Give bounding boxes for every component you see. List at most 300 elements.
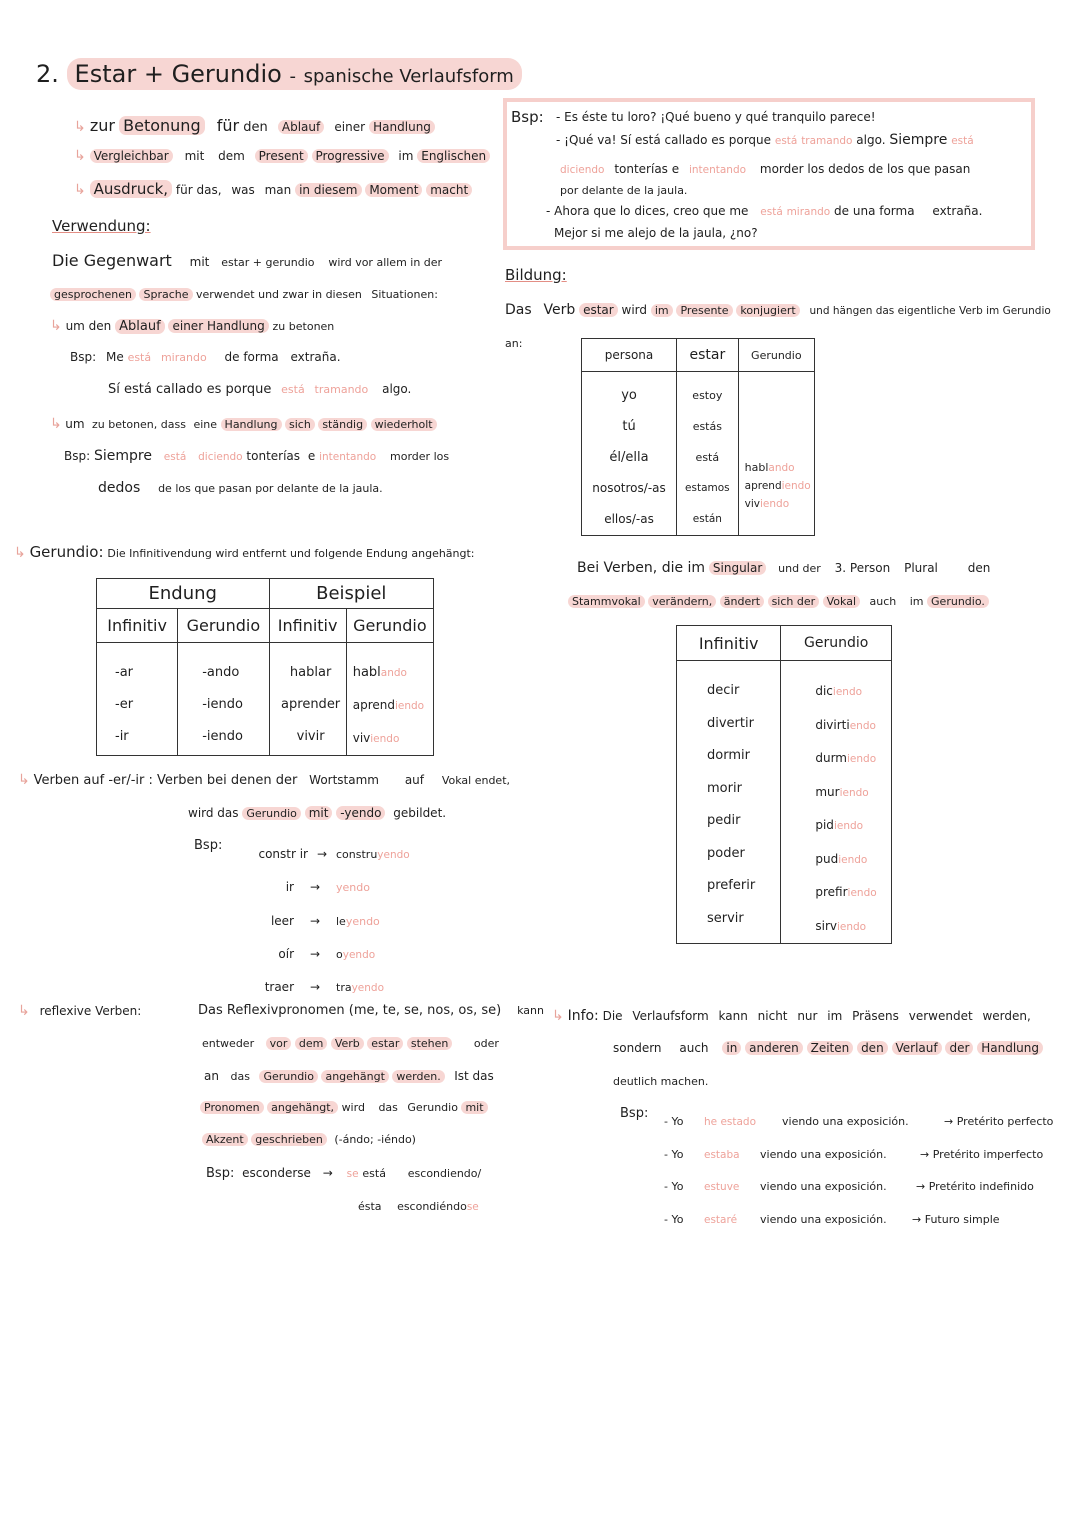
arrow-icon: → (912, 1212, 925, 1226)
intro-word: im (398, 149, 414, 163)
estar-forms-cell (677, 372, 739, 536)
arrow-icon: ↳ (74, 148, 86, 164)
text: den (967, 561, 991, 575)
intro-word: Ausdruck, (90, 180, 172, 198)
text: Gerundio (242, 807, 301, 820)
stem: sirv (815, 918, 837, 933)
verwendung-example-4 (98, 480, 383, 496)
text: Vokal (823, 595, 860, 608)
cell-item (815, 809, 891, 843)
stem: habl (744, 461, 769, 474)
text: está (774, 135, 798, 147)
info-line-2 (613, 1041, 1043, 1055)
cell-item (815, 709, 891, 743)
cell-item: -ir (115, 729, 129, 744)
cell-item: -er (115, 697, 134, 712)
auxiliary: he estado (704, 1116, 757, 1128)
stem-change-line-1 (577, 560, 990, 576)
pronoun: - Yo (664, 1212, 684, 1226)
text: Bsp: (70, 350, 97, 364)
cell-item: decir (707, 683, 740, 698)
text: kann (517, 1004, 544, 1017)
stem: durm (815, 751, 847, 765)
info-line-1 (552, 1008, 1031, 1024)
stem: tra (336, 981, 352, 995)
intro-word: Handlung (369, 120, 435, 134)
intro-word: einer (334, 120, 366, 134)
text: estar + gerundio (221, 256, 315, 269)
text: zu betonen, dass (92, 418, 186, 431)
cell-item: divertir (707, 715, 754, 731)
cell-item: -iendo (202, 697, 243, 712)
text: zu betonen (272, 320, 335, 333)
text: tramando (801, 135, 853, 147)
text: intentando (688, 164, 747, 176)
text: Ist das (454, 1069, 494, 1083)
text: de una forma (834, 204, 915, 218)
intro-word: für (175, 183, 193, 197)
text: Verlauf (892, 1041, 942, 1055)
reflexive-example-1 (206, 1166, 481, 1181)
rest: viendo una exposición. (760, 1147, 887, 1161)
text: auch (679, 1041, 709, 1055)
text: angehängt (321, 1070, 388, 1083)
text: Sprache (139, 288, 192, 301)
text: está (127, 351, 152, 364)
arrow-icon: ↳ (74, 119, 86, 135)
auxiliary: estaba (704, 1148, 740, 1161)
stem: viv (744, 498, 760, 510)
estar-conjugation-table (581, 338, 815, 536)
example-box-line-1 (556, 110, 876, 124)
ending: ando (380, 667, 407, 679)
text: extraña. (290, 350, 341, 364)
text: Gerundio (259, 1070, 318, 1083)
personas-cell (582, 372, 677, 536)
gerundio-cell (738, 372, 814, 536)
text: dedos (98, 480, 141, 496)
arrow-icon: → (916, 1180, 929, 1193)
infinitive: ir (285, 880, 294, 895)
yendo-line-2 (188, 806, 446, 820)
text: morder los (390, 450, 450, 463)
title-highlight (67, 58, 522, 90)
auxiliary: estuve (704, 1181, 740, 1193)
text: Die Gegenwart (52, 251, 172, 270)
text: diciendo (198, 451, 243, 463)
tense: Pretérito indefinido (928, 1180, 1034, 1193)
infinitive: constr ir (258, 847, 308, 861)
text: - ¡Qué va! Sí está callado es porque (556, 133, 772, 147)
arrow-icon: → (309, 880, 321, 895)
list-item (232, 971, 410, 1004)
intro-line-2 (74, 148, 490, 164)
text: Zeiten (807, 1041, 854, 1055)
text: oder (473, 1037, 499, 1050)
text: mirando (160, 351, 207, 364)
text: Sí está callado es porque (108, 382, 272, 397)
text: Pronomen (200, 1101, 264, 1114)
table-header: Beispiel (269, 579, 434, 609)
table-header: Gerundio (346, 609, 433, 643)
tense: Pretérito imperfecto (932, 1147, 1044, 1161)
list-item (664, 1204, 1053, 1237)
table-cell (97, 643, 178, 756)
example-box-line-5 (546, 204, 982, 218)
cell-item (815, 742, 891, 776)
ending: yendo (377, 849, 410, 861)
table-header: Endung (97, 579, 270, 609)
stem: o (336, 947, 343, 961)
intro-word: Progressive (312, 149, 389, 163)
text: Bsp: (64, 449, 91, 463)
tense: Futuro simple (924, 1212, 1000, 1226)
title-number: 2. (36, 60, 59, 88)
text: está (163, 451, 187, 463)
text: Vokal endet, (441, 774, 511, 787)
text: -yendo (336, 806, 385, 820)
text: de los que pasan por delante de la jaula. (158, 482, 383, 495)
text: mit (305, 806, 333, 820)
text: Plural (904, 561, 938, 575)
intro-word: zur (89, 116, 115, 135)
stem: prefir (815, 885, 848, 899)
text: escondiéndo (397, 1200, 467, 1213)
arrow-icon: ↳ (74, 182, 86, 198)
table-header: estar (677, 339, 739, 372)
ending: iendo (838, 853, 868, 866)
info-examples (664, 1106, 1053, 1236)
arrow-icon: → (309, 946, 321, 961)
list-item: está (695, 451, 720, 464)
list-item (664, 1171, 1053, 1204)
text: Presente (676, 304, 732, 317)
text: wird (341, 1101, 365, 1114)
text: sich der (768, 595, 820, 608)
text: Singular (709, 561, 766, 575)
text: se (466, 1201, 479, 1213)
text: intentando (319, 451, 377, 463)
text: Situationen: (371, 288, 438, 301)
intro-word: in diesem (295, 183, 361, 197)
text: Verb (543, 302, 576, 318)
example-box-line-6 (554, 226, 758, 240)
stem: aprend (352, 698, 395, 712)
text: diciendo (560, 164, 605, 176)
text: Ablauf (115, 319, 165, 334)
text: Das (505, 302, 532, 318)
pronoun: - Yo (664, 1180, 684, 1193)
stem: le (336, 914, 346, 928)
text: wird das (188, 806, 239, 820)
text: tonterías (246, 449, 301, 463)
text: algo. (382, 382, 412, 396)
ending: iendo (832, 686, 863, 698)
cell-item: dormir (707, 748, 750, 763)
text: und der (778, 562, 821, 575)
ending: ando (768, 462, 795, 474)
verwendung-example-3 (64, 448, 449, 464)
yendo-line-1 (18, 772, 510, 788)
cell-item: hablar (289, 665, 332, 680)
text: gebildet. (393, 806, 447, 820)
text: dem (295, 1037, 327, 1050)
rest: viendo una exposición. (760, 1212, 887, 1226)
example-box-line-2 (556, 132, 974, 148)
verwendung-heading: Verwendung: (52, 217, 151, 235)
intro-word: macht (426, 183, 472, 197)
tense: Pretérito perfecto (956, 1115, 1054, 1128)
reflexive-label (18, 1003, 141, 1019)
stem: aprend (744, 480, 782, 492)
text: werden. (392, 1070, 444, 1083)
text: 3. Person (834, 561, 891, 575)
text: angehängt, (267, 1101, 338, 1114)
text: esconderse (242, 1166, 311, 1180)
text: Me (105, 350, 124, 364)
intro-word: Present (255, 149, 308, 163)
text: Handlung (977, 1041, 1043, 1055)
text: está (760, 206, 783, 218)
list-item (664, 1139, 1053, 1172)
infinitive: oír (278, 946, 294, 961)
text: Bsp: (206, 1166, 235, 1181)
intro-word: Betonung (119, 116, 204, 135)
text: wird (621, 303, 648, 317)
cell-item (815, 876, 891, 910)
cell-item: pedir (707, 813, 741, 828)
text: an (204, 1069, 219, 1083)
reflexive-line-1 (198, 1003, 544, 1018)
table-header: persona (582, 339, 677, 372)
arrow-icon: → (316, 847, 328, 861)
example-box-line-3 (560, 162, 970, 176)
bildung-heading: Bildung: (505, 266, 567, 284)
page-title (36, 60, 522, 88)
stem: mur (815, 784, 840, 799)
cell-item (353, 657, 433, 689)
text: e (307, 449, 316, 463)
verwendung-line-1 (52, 251, 442, 270)
text: anderen (745, 1041, 803, 1055)
arrow-icon: → (309, 980, 321, 995)
cell-item: -ando (202, 665, 240, 680)
text: está (362, 1167, 386, 1180)
ending: iendo (847, 753, 877, 765)
text: estar (367, 1037, 403, 1050)
cell-item: -ar (115, 665, 134, 680)
arrow-icon: ↳ (18, 772, 30, 788)
text: Akzent (202, 1133, 248, 1146)
text: estar (579, 303, 618, 317)
info-example-label: Bsp: (620, 1106, 649, 1121)
table-cell (781, 661, 892, 944)
reflexive-line-4 (200, 1101, 488, 1114)
intro-word: mit (184, 149, 205, 163)
intro-word: Vergleichbar (90, 149, 173, 163)
stem: viv (352, 731, 371, 745)
arrow-icon: ↳ (50, 416, 62, 432)
text: se (346, 1168, 359, 1180)
text: Siempre (889, 132, 948, 148)
cell-item (353, 689, 433, 722)
cell-item: poder (707, 845, 745, 861)
ending: iendo (836, 920, 867, 933)
cell-item: vivir (296, 729, 325, 744)
text: - Ahora que lo dices, creo que me (546, 204, 749, 218)
text: auch (869, 595, 897, 608)
table-header: Gerundio (738, 339, 814, 372)
list-item: él/ella (609, 450, 649, 465)
text: Gerundio: (29, 543, 104, 561)
text: Handlung (221, 418, 282, 431)
intro-word: Englischen (417, 149, 490, 163)
verwendung-example-1 (70, 350, 341, 364)
table-cell (677, 661, 781, 944)
list-item: estoy (692, 389, 723, 402)
table-header: Gerundio (781, 626, 892, 661)
text: um (65, 417, 85, 431)
intro-word: Moment (365, 183, 422, 197)
intro-word: dem (218, 149, 245, 163)
title-dash: - (289, 66, 296, 87)
text: das (230, 1070, 250, 1083)
arrow-icon: → (920, 1147, 933, 1161)
table-header: Infinitiv (97, 609, 178, 643)
arrow-icon: → (322, 1166, 333, 1180)
text: wiederholt (371, 418, 437, 431)
list-item: yo (621, 388, 637, 403)
rest: viendo una exposición. (782, 1115, 909, 1128)
text: Verb (331, 1037, 364, 1050)
title-main: Estar + Gerundio (74, 60, 282, 88)
cell-item: preferir (707, 878, 756, 893)
reflexive-line-2 (202, 1037, 499, 1050)
stem: pud (815, 851, 839, 866)
text: extraña. (932, 204, 983, 218)
ending: iendo (839, 786, 869, 799)
cell-item (353, 722, 433, 755)
table-header: Infinitiv (269, 609, 346, 643)
text: einer Handlung (168, 319, 268, 333)
list-item (745, 495, 814, 513)
ending: iendo (370, 733, 400, 745)
text: und hängen das eigentliche Verb im Gerundio (809, 305, 1051, 317)
text: sich (285, 418, 315, 431)
text: der (945, 1041, 973, 1055)
stem: divirti (815, 717, 850, 732)
gerundio-endings-table (96, 578, 434, 756)
arrow-icon: ↳ (50, 318, 62, 334)
text: wird vor allem in der (328, 256, 443, 269)
pronoun: - Yo (664, 1115, 684, 1128)
reflexive-line-3 (204, 1069, 494, 1083)
text: ständig (318, 418, 367, 431)
text: morder los dedos de los que pasan (759, 162, 971, 176)
text: mit (461, 1101, 487, 1114)
text: ändert (720, 595, 764, 608)
ending: yendo (342, 948, 376, 961)
list-item (232, 838, 410, 871)
intro-word: das, (196, 183, 222, 197)
list-item (232, 938, 410, 971)
text: - Es éste tu loro? ¡Qué bueno y qué tranquilo parece! (556, 110, 876, 124)
cell-item (815, 843, 891, 877)
arrow-icon: ↳ (14, 545, 26, 561)
intro-word: man (264, 183, 292, 197)
list-item (664, 1106, 1053, 1139)
infinitive: leer (270, 913, 294, 928)
ending: iendo (833, 820, 864, 832)
reflexive-example-2 (358, 1200, 479, 1213)
list-item (232, 871, 410, 904)
list-item: estamos (685, 482, 730, 494)
text: Verben auf -er/-ir : Verben bei denen der (33, 773, 298, 788)
example-box-label: Bsp: (511, 108, 544, 126)
text: entweder (202, 1037, 255, 1050)
text: está (951, 135, 974, 147)
intro-word: Ablauf (278, 120, 324, 134)
cell-item: morir (707, 780, 742, 796)
stem: dic (815, 684, 833, 698)
text: Stammvokal (568, 595, 645, 608)
text: konjugiert (736, 304, 799, 317)
table-cell (269, 643, 346, 756)
ending: endo (849, 719, 876, 732)
bildung-line-1 (505, 302, 1051, 318)
ending: yendo (351, 982, 384, 995)
infinitive: traer (264, 980, 294, 995)
ending: iendo (781, 480, 811, 492)
cell-item: servir (707, 910, 744, 926)
verwendung-example-2 (108, 382, 411, 397)
text: mit (189, 255, 210, 269)
cell-item (815, 675, 891, 709)
stem-change-table (676, 625, 892, 944)
text: im (651, 304, 673, 317)
cell-item (815, 910, 891, 944)
text: im (909, 595, 924, 608)
title-sub: spanische Verlaufsform (303, 66, 514, 87)
list-item (232, 905, 410, 938)
text: por delante de la jaula. (560, 184, 688, 197)
text: Info: (567, 1008, 599, 1024)
text: mirando (786, 206, 831, 218)
list-item: están (692, 513, 722, 525)
reflexive-line-5 (202, 1133, 416, 1146)
rest: viendo una exposición. (760, 1180, 887, 1193)
list-item: tú (622, 419, 636, 434)
list-item (745, 459, 814, 477)
pronoun: - Yo (664, 1147, 684, 1161)
text: Mejor si me alejo de la jaula, ¿no? (554, 226, 758, 240)
intro-line-1 (74, 116, 435, 135)
list-item: estás (692, 420, 722, 433)
stem: habl (352, 665, 381, 680)
text: Die Infinitivendung wird entfernt und folgende Endung angehängt: (107, 547, 475, 560)
intro-word: den (243, 120, 268, 135)
verwendung-line-3 (50, 318, 334, 334)
intro-word: was (231, 183, 255, 197)
gerundio-line (14, 543, 475, 561)
text: gesprochenen (50, 288, 136, 301)
text: algo. (856, 133, 886, 147)
bildung-line-2: an: (505, 337, 523, 350)
intro-word: für (216, 116, 240, 135)
list-item: nosotros/-as (592, 481, 666, 495)
text: den (857, 1041, 888, 1055)
table-cell (178, 643, 269, 756)
